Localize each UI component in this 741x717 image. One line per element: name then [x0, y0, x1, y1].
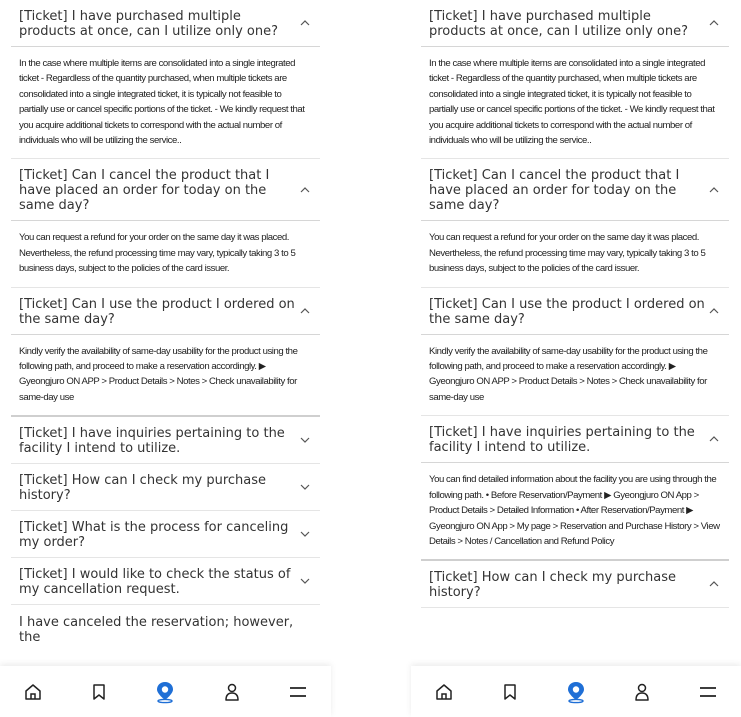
- chevron-down-icon: [298, 481, 312, 493]
- bookmark-icon[interactable]: [79, 672, 119, 712]
- faq-list: [421, 0, 729, 600]
- chevron-up-icon: [298, 17, 312, 29]
- chevron-down-icon: [298, 528, 312, 540]
- chevron-up-icon: [707, 578, 721, 590]
- faq-question[interactable]: [421, 416, 729, 463]
- faq-list: [11, 0, 320, 646]
- faq-question-text: [Ticket] Can I cancel the product that I have placed an order for today on the same day?: [429, 168, 680, 214]
- chevron-up-icon: [707, 433, 721, 445]
- bottom-navigation: [0, 666, 331, 717]
- faq-question[interactable]: [11, 464, 320, 511]
- faq-answer: In the case where multiple items are consolidated into a single integrated ticket - Regardless of the quantity purchased, when multiple tickets are consolidated into a single integrated ticket, it is typically not feasible to partially use or cancel specific portions of the ticket. - We kindly request that you acquire additional tickets to correspond with the actual number of individuals who will be utilizing the service..: [421, 47, 729, 159]
- faq-question[interactable]: [421, 288, 729, 335]
- bottom-navigation: [411, 666, 741, 717]
- faq-question[interactable]: [11, 558, 320, 605]
- faq-answer: In the case where multiple items are consolidated into a single integrated ticket - Regardless of the quantity purchased, when multiple tickets are consolidated into a single integrated ticket, it is typically not feasible to partially use or cancel specific portions of the ticket. - We kindly request that you acquire additional tickets to correspond with the actual number of individuals who will be utilizing the service..: [11, 47, 320, 159]
- left-screen: [0, 0, 331, 717]
- faq-question[interactable]: [11, 0, 320, 47]
- faq-question-text: [Ticket] What is the process for canceling my order?: [19, 520, 289, 551]
- faq-question-text: [Ticket] I have purchased multiple products at once, can I utilize only one?: [429, 9, 689, 39]
- faq-question[interactable]: [11, 511, 320, 558]
- faq-question[interactable]: [421, 159, 729, 221]
- faq-answer: Kindly verify the availability of same-day usability for the product using the following path, and proceed to make a reservation accordingly. ▶ Gyeongjuro ON APP > Product Details > Notes > Check unavailability for same-day use: [11, 335, 320, 418]
- faq-question[interactable]: [421, 0, 729, 47]
- location-pin-icon[interactable]: [145, 672, 185, 712]
- chevron-up-icon: [298, 184, 312, 196]
- user-icon[interactable]: [212, 672, 252, 712]
- faq-question-text: [Ticket] How can I check my purchase history?: [429, 570, 677, 601]
- faq-question[interactable]: [11, 417, 320, 464]
- chevron-down-icon: [298, 434, 312, 446]
- chevron-down-icon: [298, 575, 312, 587]
- chevron-up-icon: [707, 17, 721, 29]
- home-icon[interactable]: [13, 672, 53, 712]
- location-pin-icon[interactable]: [556, 672, 596, 712]
- faq-question[interactable]: [11, 288, 320, 335]
- faq-question-text: [Ticket] Can I use the product I ordered on the same day?: [429, 296, 705, 327]
- faq-question-text: [Ticket] I would like to check the status of my cancellation request.: [19, 567, 291, 598]
- faq-question-text: [Ticket] Can I cancel the product that I have placed an order for today on the same day?: [19, 168, 270, 214]
- user-icon[interactable]: [622, 672, 662, 712]
- faq-question-text: [Ticket] I have purchased multiple products at once, can I utilize only one?: [19, 9, 279, 39]
- faq-answer: Kindly verify the availability of same-day usability for the product using the following path, and proceed to make a reservation accordingly. ▶ Gyeongjuro ON APP > Product Details > Notes > Check unavailability for same-day use: [421, 335, 729, 417]
- chevron-up-icon: [707, 305, 721, 317]
- right-screen: [411, 0, 741, 717]
- faq-answer: You can find detailed information about the facility you are using through the following path. • Before Reservation/Payment ▶ Gyeongjuro ON App > Product Details > Detailed Information • After Reservation/Payment ▶ Gyeongjuro ON App > My page > Reservation and Purchase History > View Details > Notes / Cancellation and Refund Policy: [421, 463, 729, 561]
- home-icon[interactable]: [424, 672, 464, 712]
- chevron-up-icon: [298, 305, 312, 317]
- hamburger-menu-icon[interactable]: [278, 672, 318, 712]
- faq-question-text: [Ticket] I have inquiries pertaining to the facility I intend to utilize.: [429, 425, 695, 456]
- faq-question[interactable]: [11, 159, 320, 221]
- bookmark-icon[interactable]: [490, 672, 530, 712]
- faq-question-text: [Ticket] How can I check my purchase history?: [19, 473, 267, 504]
- hamburger-menu-icon[interactable]: [688, 672, 728, 712]
- faq-answer: You can request a refund for your order on the same day it was placed. Nevertheless, the refund processing time may vary, typically taking 3 to 5 business days, subject to the policies of the card issuer.: [11, 221, 320, 287]
- faq-question-text: [Ticket] I have inquiries pertaining to the facility I intend to utilize.: [19, 426, 285, 457]
- faq-question-clipped[interactable]: I have canceled the reservation; however, the: [19, 615, 294, 646]
- faq-question-text: [Ticket] Can I use the product I ordered on the same day?: [19, 296, 295, 327]
- faq-question[interactable]: [421, 561, 729, 608]
- chevron-up-icon: [707, 184, 721, 196]
- faq-answer: You can request a refund for your order on the same day it was placed. Nevertheless, the refund processing time may vary, typically taking 3 to 5 business days, subject to the policies of the card issuer.: [421, 221, 729, 287]
